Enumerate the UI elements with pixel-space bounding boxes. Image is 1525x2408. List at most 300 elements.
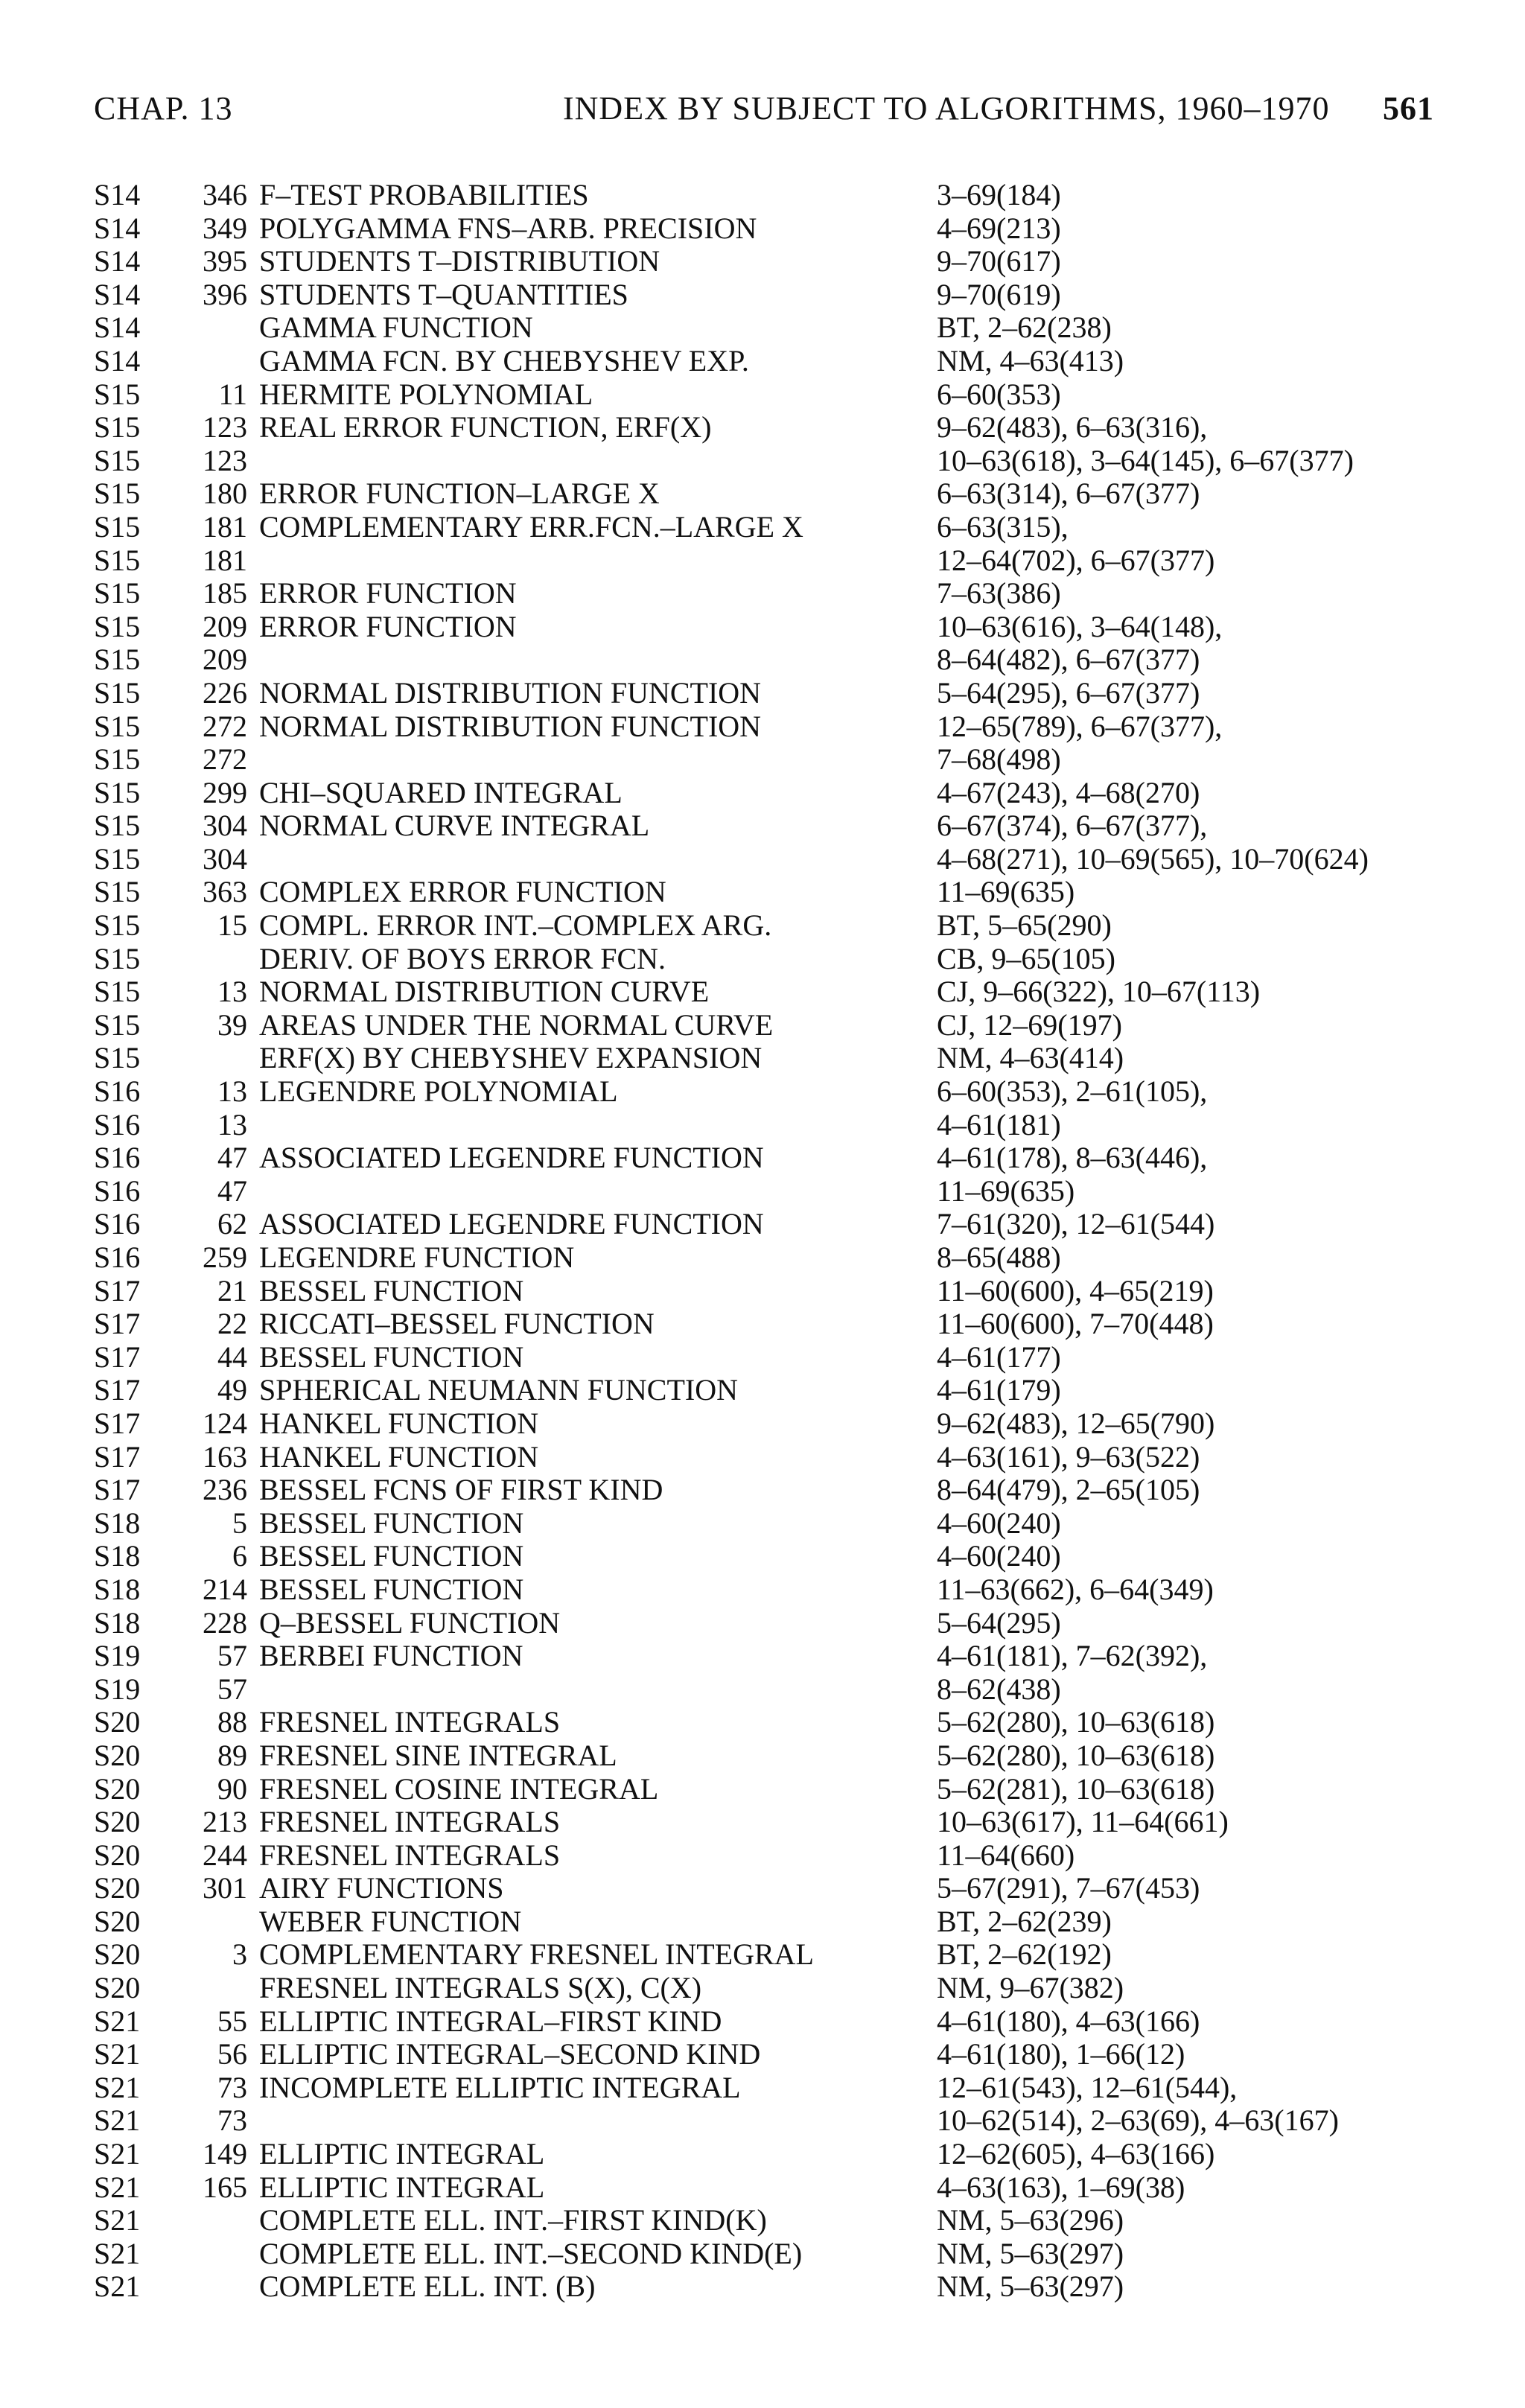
section-code: S18 (94, 1605, 141, 1640)
algorithm-number: 5 (232, 1506, 247, 1540)
algorithm-title: LEGENDRE FUNCTION (259, 1240, 575, 1274)
index-row (94, 1175, 1434, 1208)
index-row (94, 1109, 1434, 1142)
algorithm-references: 11–60(600), 4–65(219) (937, 1273, 1214, 1307)
index-row (94, 777, 1434, 810)
algorithm-number: 11 (218, 377, 247, 411)
section-code: S15 (94, 775, 141, 809)
index-row (94, 1275, 1434, 1308)
index-row (94, 2138, 1434, 2171)
section-code: S21 (94, 2004, 141, 2038)
index-row (94, 1905, 1434, 1939)
section-code: S15 (94, 742, 141, 777)
algorithm-references: 5–62(280), 10–63(618) (937, 1705, 1215, 1739)
section-code: S14 (94, 244, 141, 278)
algorithm-references: 12–64(702), 6–67(377) (937, 543, 1215, 577)
algorithm-references: 9–70(617) (937, 244, 1061, 278)
algorithm-references: 4–67(243), 4–68(270) (937, 775, 1200, 809)
index-row (94, 2204, 1434, 2237)
section-code: S19 (94, 1639, 141, 1673)
section-code: S20 (94, 1771, 141, 1806)
index-row (94, 843, 1434, 876)
algorithm-number: 3 (232, 1937, 247, 1972)
algorithm-references: 4–60(240) (937, 1506, 1061, 1540)
algorithm-references: 9–62(483), 6–63(316), (937, 410, 1208, 445)
running-header (94, 89, 1434, 134)
section-code: S16 (94, 1207, 141, 1241)
index-row (94, 1540, 1434, 1573)
index-row (94, 1872, 1434, 1905)
algorithm-title: HANKEL FUNCTION (259, 1406, 539, 1440)
section-code: S15 (94, 875, 141, 909)
algorithm-number: 15 (217, 908, 247, 943)
algorithm-title: BESSEL FUNCTION (259, 1572, 524, 1606)
section-code: S14 (94, 178, 141, 211)
index-row (94, 2038, 1434, 2071)
algorithm-references: 12–62(605), 4–63(166) (937, 2137, 1215, 2171)
index-row (94, 1241, 1434, 1275)
algorithm-number: 49 (217, 1373, 247, 1407)
section-code: S15 (94, 809, 141, 843)
index-row (94, 1042, 1434, 1075)
index-row (94, 245, 1434, 278)
algorithm-references: 7–63(386) (937, 576, 1061, 611)
index-row (94, 1673, 1434, 1707)
index-row (94, 743, 1434, 777)
index-row (94, 809, 1434, 843)
algorithm-title: NORMAL DISTRIBUTION FUNCTION (259, 675, 762, 710)
algorithm-number: 6 (232, 1539, 247, 1573)
algorithm-references: BT, 2–62(238) (937, 310, 1112, 345)
section-code: S21 (94, 2070, 141, 2104)
algorithm-title: BESSEL FUNCTION (259, 1273, 524, 1307)
algorithm-title: STUDENTS T–DISTRIBUTION (259, 244, 660, 278)
algorithm-number: 123 (203, 443, 247, 477)
algorithm-references: 10–63(616), 3–64(148), (937, 609, 1223, 643)
algorithm-number: 57 (217, 1672, 247, 1706)
algorithm-references: 4–63(161), 9–63(522) (937, 1439, 1200, 1474)
index-row (94, 1806, 1434, 1839)
section-code: S15 (94, 841, 141, 876)
section-code: S15 (94, 609, 141, 643)
algorithm-number: 21 (217, 1273, 247, 1307)
section-code: S14 (94, 343, 141, 378)
algorithm-references: 8–64(482), 6–67(377) (937, 643, 1200, 677)
algorithm-references: NM, 5–63(297) (937, 2270, 1124, 2304)
algorithm-title: FRESNEL INTEGRALS S(X), C(X) (259, 1971, 702, 2005)
algorithm-references: 3–69(184) (937, 178, 1061, 211)
algorithm-title: GAMMA FCN. BY CHEBYSHEV EXP. (259, 343, 749, 378)
algorithm-references: 5–62(280), 10–63(618) (937, 1738, 1215, 1772)
index-row (94, 1938, 1434, 1972)
algorithm-number: 39 (217, 1007, 247, 1042)
section-code: S20 (94, 1937, 141, 1972)
algorithm-number: 209 (203, 643, 247, 677)
section-code: S17 (94, 1307, 141, 1341)
algorithm-references: 10–63(617), 11–64(661) (937, 1805, 1229, 1839)
algorithm-number: 56 (217, 2037, 247, 2071)
algorithm-references: 4–61(178), 8–63(446), (937, 1141, 1208, 1175)
algorithm-references: NM, 4–63(413) (937, 343, 1124, 378)
algorithm-title: NORMAL DISTRIBUTION FUNCTION (259, 709, 762, 743)
index-row (94, 710, 1434, 744)
section-code: S20 (94, 1705, 141, 1739)
algorithm-title: COMPLEMENTARY FRESNEL INTEGRAL (259, 1937, 814, 1972)
algorithm-references: 11–63(662), 6–64(349) (937, 1572, 1214, 1606)
algorithm-references: 7–61(320), 12–61(544) (937, 1207, 1215, 1241)
section-code: S16 (94, 1141, 141, 1175)
algorithm-title: BERBEI FUNCTION (259, 1639, 523, 1673)
algorithm-number: 259 (203, 1240, 247, 1274)
algorithm-number: 272 (203, 742, 247, 777)
index-row (94, 1441, 1434, 1474)
index-row (94, 2171, 1434, 2205)
section-code: S19 (94, 1672, 141, 1706)
section-code: S16 (94, 1107, 141, 1141)
index-row (94, 909, 1434, 943)
algorithm-references: 4–60(240) (937, 1539, 1061, 1573)
algorithm-number: 244 (203, 1838, 247, 1872)
index-row (94, 943, 1434, 976)
algorithm-number: 185 (203, 576, 247, 611)
algorithm-title: COMPLETE ELL. INT.–SECOND KIND(E) (259, 2236, 803, 2270)
algorithm-references: 4–61(180), 4–63(166) (937, 2004, 1200, 2038)
section-code: S20 (94, 1838, 141, 1872)
index-row (94, 876, 1434, 909)
algorithm-references: 5–64(295), 6–67(377) (937, 675, 1200, 710)
algorithm-references: 6–63(314), 6–67(377) (937, 477, 1200, 511)
algorithm-title: F–TEST PROBABILITIES (259, 178, 589, 211)
section-code: S20 (94, 1738, 141, 1772)
index-row (94, 179, 1434, 212)
section-code: S15 (94, 709, 141, 743)
index-row (94, 1640, 1434, 1673)
section-code: S15 (94, 1041, 141, 1075)
algorithm-number: 90 (217, 1771, 247, 1806)
index-row (94, 1009, 1434, 1042)
algorithm-references: 4–61(179) (937, 1373, 1061, 1407)
algorithm-number: 213 (203, 1805, 247, 1839)
algorithm-references: 4–69(213) (937, 211, 1061, 245)
section-code: S20 (94, 1871, 141, 1905)
algorithm-number: 47 (217, 1173, 247, 1208)
algorithm-number: 236 (203, 1473, 247, 1507)
algorithm-number: 304 (203, 841, 247, 876)
algorithm-references: 11–64(660) (937, 1838, 1075, 1872)
section-code: S21 (94, 2236, 141, 2270)
algorithm-number: 346 (203, 178, 247, 211)
algorithm-title: FRESNEL SINE INTEGRAL (259, 1738, 617, 1772)
algorithm-title: ERF(X) BY CHEBYSHEV EXPANSION (259, 1041, 762, 1075)
index-row (94, 1507, 1434, 1541)
algorithm-title: RICCATI–BESSEL FUNCTION (259, 1307, 655, 1341)
algorithm-number: 304 (203, 809, 247, 843)
algorithm-title: DERIV. OF BOYS ERROR FCN. (259, 941, 666, 975)
algorithm-references: 9–70(619) (937, 277, 1061, 311)
algorithm-title: BESSEL FUNCTION (259, 1340, 524, 1374)
algorithm-references: 11–69(635) (937, 875, 1075, 909)
algorithm-title: AREAS UNDER THE NORMAL CURVE (259, 1007, 774, 1042)
algorithm-references: 10–62(514), 2–63(69), 4–63(167) (937, 2103, 1339, 2138)
section-code: S21 (94, 2037, 141, 2071)
index-row (94, 1208, 1434, 1241)
algorithm-title: ASSOCIATED LEGENDRE FUNCTION (259, 1141, 764, 1175)
algorithm-title: INCOMPLETE ELLIPTIC INTEGRAL (259, 2070, 741, 2104)
algorithm-title: FRESNEL INTEGRALS (259, 1705, 561, 1739)
section-code: S15 (94, 543, 141, 577)
algorithm-number: 396 (203, 277, 247, 311)
algorithm-references: CJ, 12–69(197) (937, 1007, 1122, 1042)
section-code: S20 (94, 1971, 141, 2005)
index-row (94, 611, 1434, 644)
section-code: S20 (94, 1904, 141, 1938)
index-row (94, 1607, 1434, 1640)
index-row (94, 1407, 1434, 1441)
section-code: S15 (94, 509, 141, 544)
algorithm-title: ELLIPTIC INTEGRAL (259, 2137, 545, 2171)
algorithm-number: 301 (203, 1871, 247, 1905)
algorithm-number: 149 (203, 2137, 247, 2171)
algorithm-references: NM, 5–63(297) (937, 2236, 1124, 2270)
algorithm-title: FRESNEL COSINE INTEGRAL (259, 1771, 659, 1806)
algorithm-title: ELLIPTIC INTEGRAL–FIRST KIND (259, 2004, 722, 2038)
algorithm-title: LEGENDRE POLYNOMIAL (259, 1074, 618, 1109)
algorithm-title: NORMAL DISTRIBUTION CURVE (259, 975, 710, 1009)
section-code: S17 (94, 1273, 141, 1307)
page-number: 561 (1383, 90, 1434, 127)
algorithm-references: BT, 2–62(192) (937, 1937, 1112, 1972)
algorithm-references: CB, 9–65(105) (937, 941, 1115, 975)
section-code: S16 (94, 1074, 141, 1109)
algorithm-title: BESSEL FUNCTION (259, 1539, 524, 1573)
algorithm-number: 13 (217, 975, 247, 1009)
index-row (94, 1573, 1434, 1607)
index-row (94, 378, 1434, 412)
section-code: S17 (94, 1473, 141, 1507)
index-row (94, 212, 1434, 246)
algorithm-references: 4–61(177) (937, 1340, 1061, 1374)
section-code: S18 (94, 1539, 141, 1573)
algorithm-title: HANKEL FUNCTION (259, 1439, 539, 1474)
algorithm-references: BT, 5–65(290) (937, 908, 1112, 943)
algorithm-references: 6–63(315), (937, 509, 1069, 544)
section-code: S15 (94, 643, 141, 677)
algorithm-references: 4–61(180), 1–66(12) (937, 2037, 1185, 2071)
section-code: S21 (94, 2137, 141, 2171)
section-code: S15 (94, 1007, 141, 1042)
section-code: S15 (94, 377, 141, 411)
algorithm-references: 5–64(295) (937, 1605, 1061, 1640)
algorithm-title: ELLIPTIC INTEGRAL (259, 2170, 545, 2204)
section-code: S14 (94, 211, 141, 245)
section-code: S15 (94, 941, 141, 975)
algorithm-references: 12–65(789), 6–67(377), (937, 709, 1223, 743)
algorithm-references: NM, 4–63(414) (937, 1041, 1124, 1075)
algorithm-references: 11–69(635) (937, 1173, 1075, 1208)
section-code: S17 (94, 1439, 141, 1474)
index-row (94, 1374, 1434, 1407)
index-row (94, 1141, 1434, 1175)
algorithm-number: 299 (203, 775, 247, 809)
algorithm-title: FRESNEL INTEGRALS (259, 1805, 561, 1839)
algorithm-number: 209 (203, 609, 247, 643)
algorithm-references: 11–60(600), 7–70(448) (937, 1307, 1214, 1341)
algorithm-number: 124 (203, 1406, 247, 1440)
section-code: S15 (94, 908, 141, 943)
index-row (94, 1706, 1434, 1739)
index-row (94, 311, 1434, 345)
algorithm-references: 6–60(353) (937, 377, 1061, 411)
section-code: S21 (94, 2103, 141, 2138)
section-code: S18 (94, 1572, 141, 1606)
index-row (94, 445, 1434, 478)
algorithm-title: WEBER FUNCTION (259, 1904, 522, 1938)
algorithm-references: 7–68(498) (937, 742, 1061, 777)
algorithm-number: 88 (217, 1705, 247, 1739)
algorithm-title: COMPL. ERROR INT.–COMPLEX ARG. (259, 908, 772, 943)
algorithm-title: COMPLEX ERROR FUNCTION (259, 875, 666, 909)
section-code: S21 (94, 2270, 141, 2304)
algorithm-title: AIRY FUNCTIONS (259, 1871, 504, 1905)
algorithm-title: COMPLETE ELL. INT.–FIRST KIND(K) (259, 2203, 767, 2237)
algorithm-title: FRESNEL INTEGRALS (259, 1838, 561, 1872)
algorithm-title: BESSEL FCNS OF FIRST KIND (259, 1473, 663, 1507)
algorithm-number: 62 (217, 1207, 247, 1241)
running-title: INDEX BY SUBJECT TO ALGORITHMS, 1960–1970 (563, 90, 1330, 127)
section-code: S16 (94, 1173, 141, 1208)
algorithm-references: 10–63(618), 3–64(145), 6–67(377) (937, 443, 1354, 477)
algorithm-title: STUDENTS T–QUANTITIES (259, 277, 628, 311)
algorithm-number: 89 (217, 1738, 247, 1772)
algorithm-title: ERROR FUNCTION–LARGE X (259, 477, 660, 511)
algorithm-number: 214 (203, 1572, 247, 1606)
algorithm-references: CJ, 9–66(322), 10–67(113) (937, 975, 1261, 1009)
algorithm-references: 4–63(163), 1–69(38) (937, 2170, 1185, 2204)
index-row (94, 2270, 1434, 2304)
algorithm-number: 363 (203, 875, 247, 909)
algorithm-number: 13 (217, 1074, 247, 1109)
algorithm-number: 73 (217, 2070, 247, 2104)
algorithm-title: HERMITE POLYNOMIAL (259, 377, 593, 411)
algorithm-title: ELLIPTIC INTEGRAL–SECOND KIND (259, 2037, 761, 2071)
index-table (94, 179, 1434, 2304)
algorithm-title: SPHERICAL NEUMANN FUNCTION (259, 1373, 738, 1407)
chapter-label: CHAP. 13 (94, 90, 233, 127)
algorithm-number: 228 (203, 1605, 247, 1640)
algorithm-number: 272 (203, 709, 247, 743)
index-row (94, 1341, 1434, 1375)
index-row (94, 1474, 1434, 1507)
index-row (94, 1972, 1434, 2005)
section-code: S15 (94, 443, 141, 477)
algorithm-title: ERROR FUNCTION (259, 609, 517, 643)
algorithm-references: NM, 9–67(382) (937, 1971, 1124, 2005)
section-code: S15 (94, 675, 141, 710)
algorithm-references: 8–64(479), 2–65(105) (937, 1473, 1200, 1507)
section-code: S21 (94, 2170, 141, 2204)
index-row (94, 1773, 1434, 1806)
index-row (94, 975, 1434, 1009)
algorithm-number: 181 (203, 543, 247, 577)
index-row (94, 1739, 1434, 1773)
index-row (94, 1075, 1434, 1109)
section-code: S17 (94, 1340, 141, 1374)
index-row (94, 278, 1434, 312)
algorithm-title: COMPLEMENTARY ERR.FCN.–LARGE X (259, 509, 803, 544)
algorithm-references: 9–62(483), 12–65(790) (937, 1406, 1215, 1440)
section-code: S16 (94, 1240, 141, 1274)
algorithm-number: 163 (203, 1439, 247, 1474)
section-code: S15 (94, 410, 141, 445)
algorithm-number: 22 (217, 1307, 247, 1341)
algorithm-number: 44 (217, 1340, 247, 1374)
algorithm-references: 4–61(181) (937, 1107, 1061, 1141)
index-row (94, 577, 1434, 611)
index-row (94, 544, 1434, 578)
algorithm-title: NORMAL CURVE INTEGRAL (259, 809, 650, 843)
algorithm-title: ERROR FUNCTION (259, 576, 517, 611)
algorithm-number: 165 (203, 2170, 247, 2204)
index-row (94, 411, 1434, 445)
algorithm-references: NM, 5–63(296) (937, 2203, 1124, 2237)
algorithm-references: 4–68(271), 10–69(565), 10–70(624) (937, 841, 1369, 876)
algorithm-references: 8–62(438) (937, 1672, 1061, 1706)
section-code: S21 (94, 2203, 141, 2237)
algorithm-title: COMPLETE ELL. INT. (B) (259, 2270, 596, 2304)
index-row (94, 643, 1434, 677)
index-row (94, 677, 1434, 710)
algorithm-title: BESSEL FUNCTION (259, 1506, 524, 1540)
algorithm-references: BT, 2–62(239) (937, 1904, 1112, 1938)
section-code: S14 (94, 310, 141, 345)
index-row (94, 345, 1434, 378)
index-row (94, 477, 1434, 511)
algorithm-references: 4–61(181), 7–62(392), (937, 1639, 1208, 1673)
section-code: S17 (94, 1373, 141, 1407)
algorithm-number: 349 (203, 211, 247, 245)
index-row (94, 2237, 1434, 2271)
algorithm-number: 180 (203, 477, 247, 511)
algorithm-number: 47 (217, 1141, 247, 1175)
algorithm-title: REAL ERROR FUNCTION, ERF(X) (259, 410, 712, 445)
section-code: S15 (94, 975, 141, 1009)
algorithm-title: ASSOCIATED LEGENDRE FUNCTION (259, 1207, 764, 1241)
index-row (94, 2104, 1434, 2138)
algorithm-title: CHI–SQUARED INTEGRAL (259, 775, 623, 809)
section-code: S18 (94, 1506, 141, 1540)
algorithm-title: POLYGAMMA FNS–ARB. PRECISION (259, 211, 757, 245)
algorithm-title: GAMMA FUNCTION (259, 310, 533, 345)
algorithm-number: 123 (203, 410, 247, 445)
algorithm-references: 6–67(374), 6–67(377), (937, 809, 1208, 843)
index-row (94, 1839, 1434, 1873)
algorithm-number: 73 (217, 2103, 247, 2138)
index-row (94, 511, 1434, 544)
algorithm-number: 226 (203, 675, 247, 710)
section-code: S15 (94, 576, 141, 611)
algorithm-number: 57 (217, 1639, 247, 1673)
algorithm-number: 13 (217, 1107, 247, 1141)
algorithm-number: 181 (203, 509, 247, 544)
index-row (94, 2071, 1434, 2105)
algorithm-title: Q–BESSEL FUNCTION (259, 1605, 561, 1640)
algorithm-references: 6–60(353), 2–61(105), (937, 1074, 1208, 1109)
algorithm-references: 5–67(291), 7–67(453) (937, 1871, 1200, 1905)
algorithm-number: 395 (203, 244, 247, 278)
section-code: S17 (94, 1406, 141, 1440)
algorithm-references: 12–61(543), 12–61(544), (937, 2070, 1238, 2104)
algorithm-references: 8–65(488) (937, 1240, 1061, 1274)
